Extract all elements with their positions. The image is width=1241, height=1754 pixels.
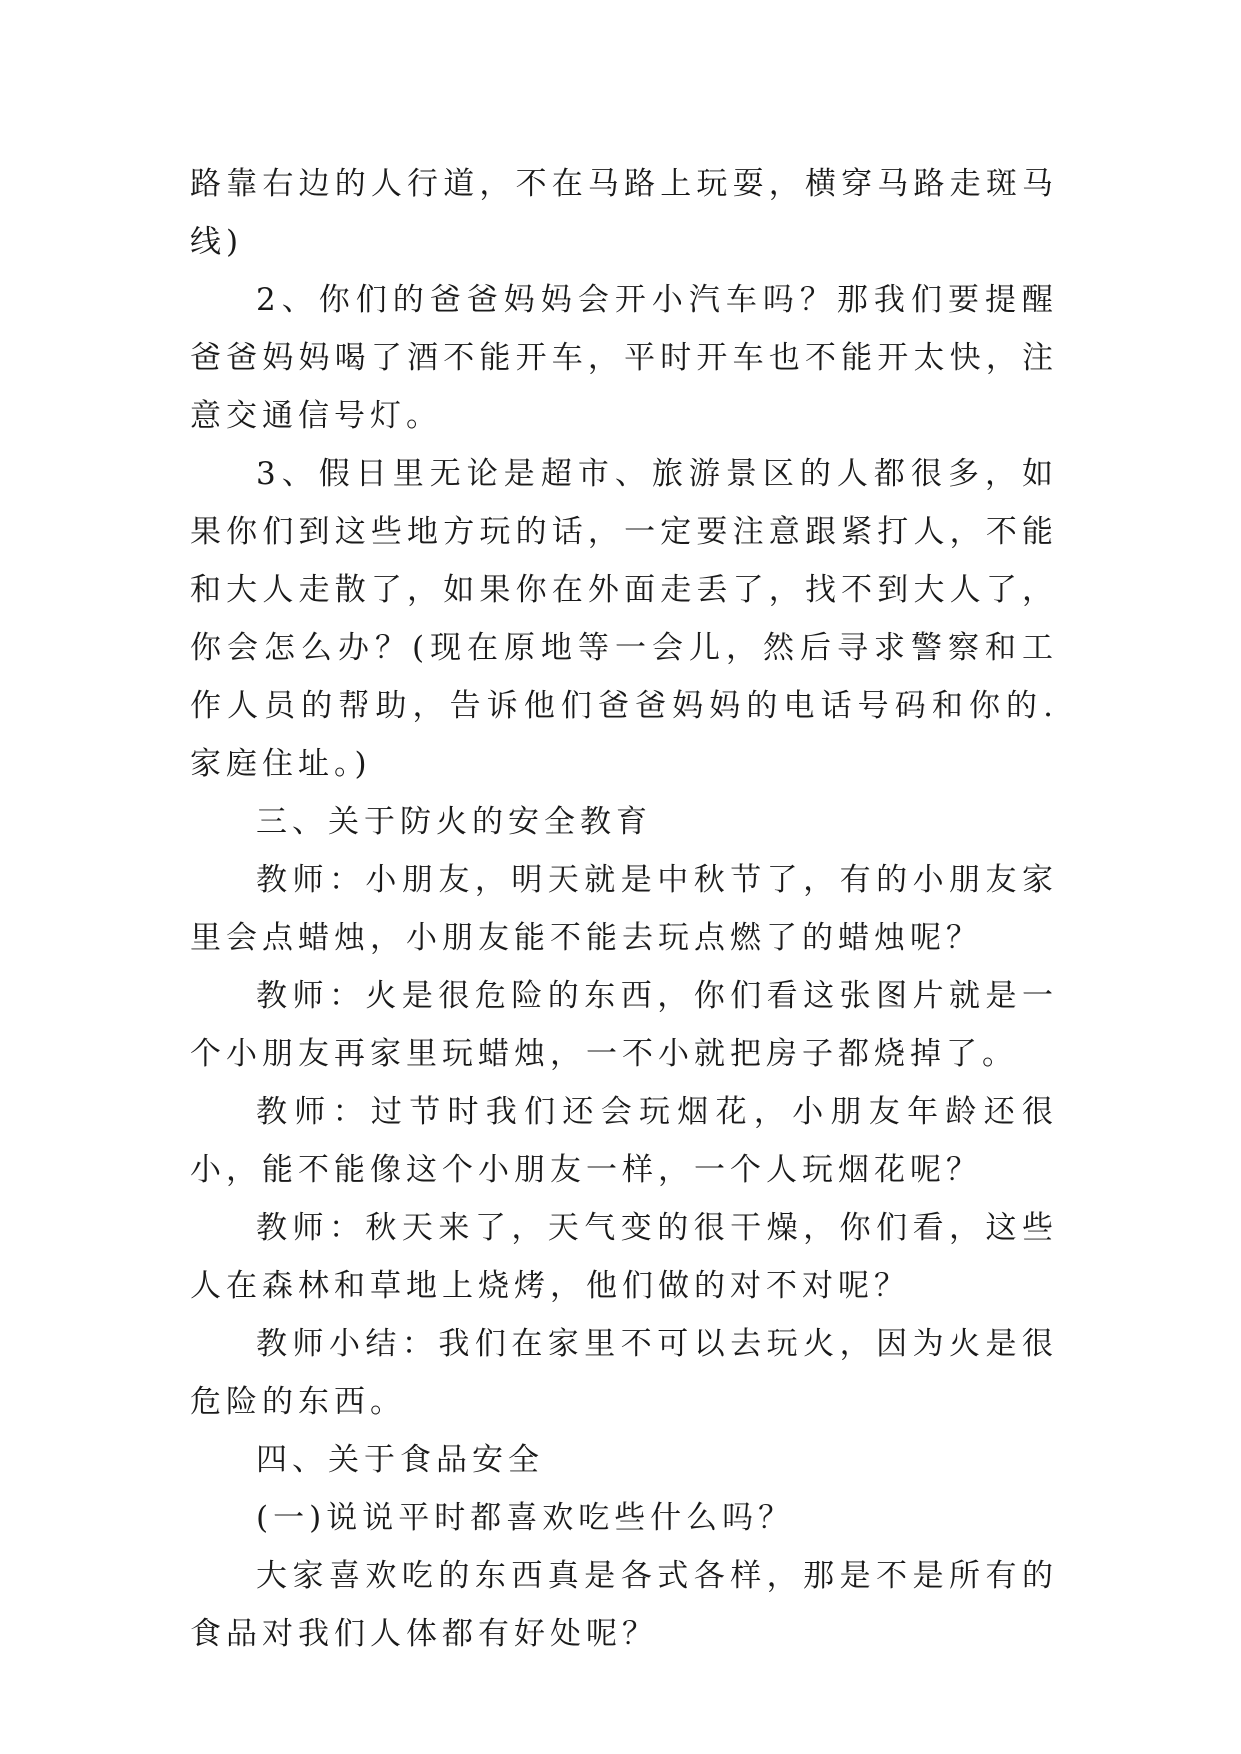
paragraph: 教师：过节时我们还会玩烟花，小朋友年龄还很小，能不能像这个小朋友一样，一个人玩烟花呢？ [190,1094,1058,1188]
paragraph: 教师小结：我们在家里不可以去玩火，因为火是很危险的东西。 [190,1326,1058,1420]
paragraph: 教师：秋天来了，天气变的很干燥，你们看，这些人在森林和草地上烧烤，他们做的对不对呢？ [190,1210,1058,1304]
section-heading: 四、关于食品安全 [256,1442,544,1478]
paragraph: 教师：火是很危险的东西，你们看这张图片就是一个小朋友再家里玩蜡烛，一不小就把房子都烧掉了。 [190,978,1058,1072]
subsection-heading: (一)说说平时都喜欢吃些什么吗？ [256,1500,795,1536]
section-heading: 三、关于防火的安全教育 [256,804,652,840]
paragraph: 大家喜欢吃的东西真是各式各样，那是不是所有的食品对我们人体都有好处呢？ [190,1558,1058,1652]
paragraph: 教师：小朋友，明天就是中秋节了，有的小朋友家里会点蜡烛，小朋友能不能去玩点燃了的蜡烛呢？ [190,862,1058,956]
paragraph: 路靠右边的人行道，不在马路上玩耍，横穿马路走斑马线) [190,166,1058,260]
document-body [190,155,1058,1663]
paragraph: 3、假日里无论是超市、旅游景区的人都很多，如果你们到这些地方玩的话，一定要注意跟紧打人，不能和大人走散了，如果你在外面走丢了，找不到大人了，你会怎么办？(现在原地等一会儿，然后寻求警察和工作人员的帮助，告诉他们爸爸妈妈的电话号码和你的.家庭住址。) [190,456,1058,782]
paragraph: 2、你们的爸爸妈妈会开小汽车吗？那我们要提醒爸爸妈妈喝了酒不能开车，平时开车也不能开太快，注意交通信号灯。 [190,282,1058,434]
